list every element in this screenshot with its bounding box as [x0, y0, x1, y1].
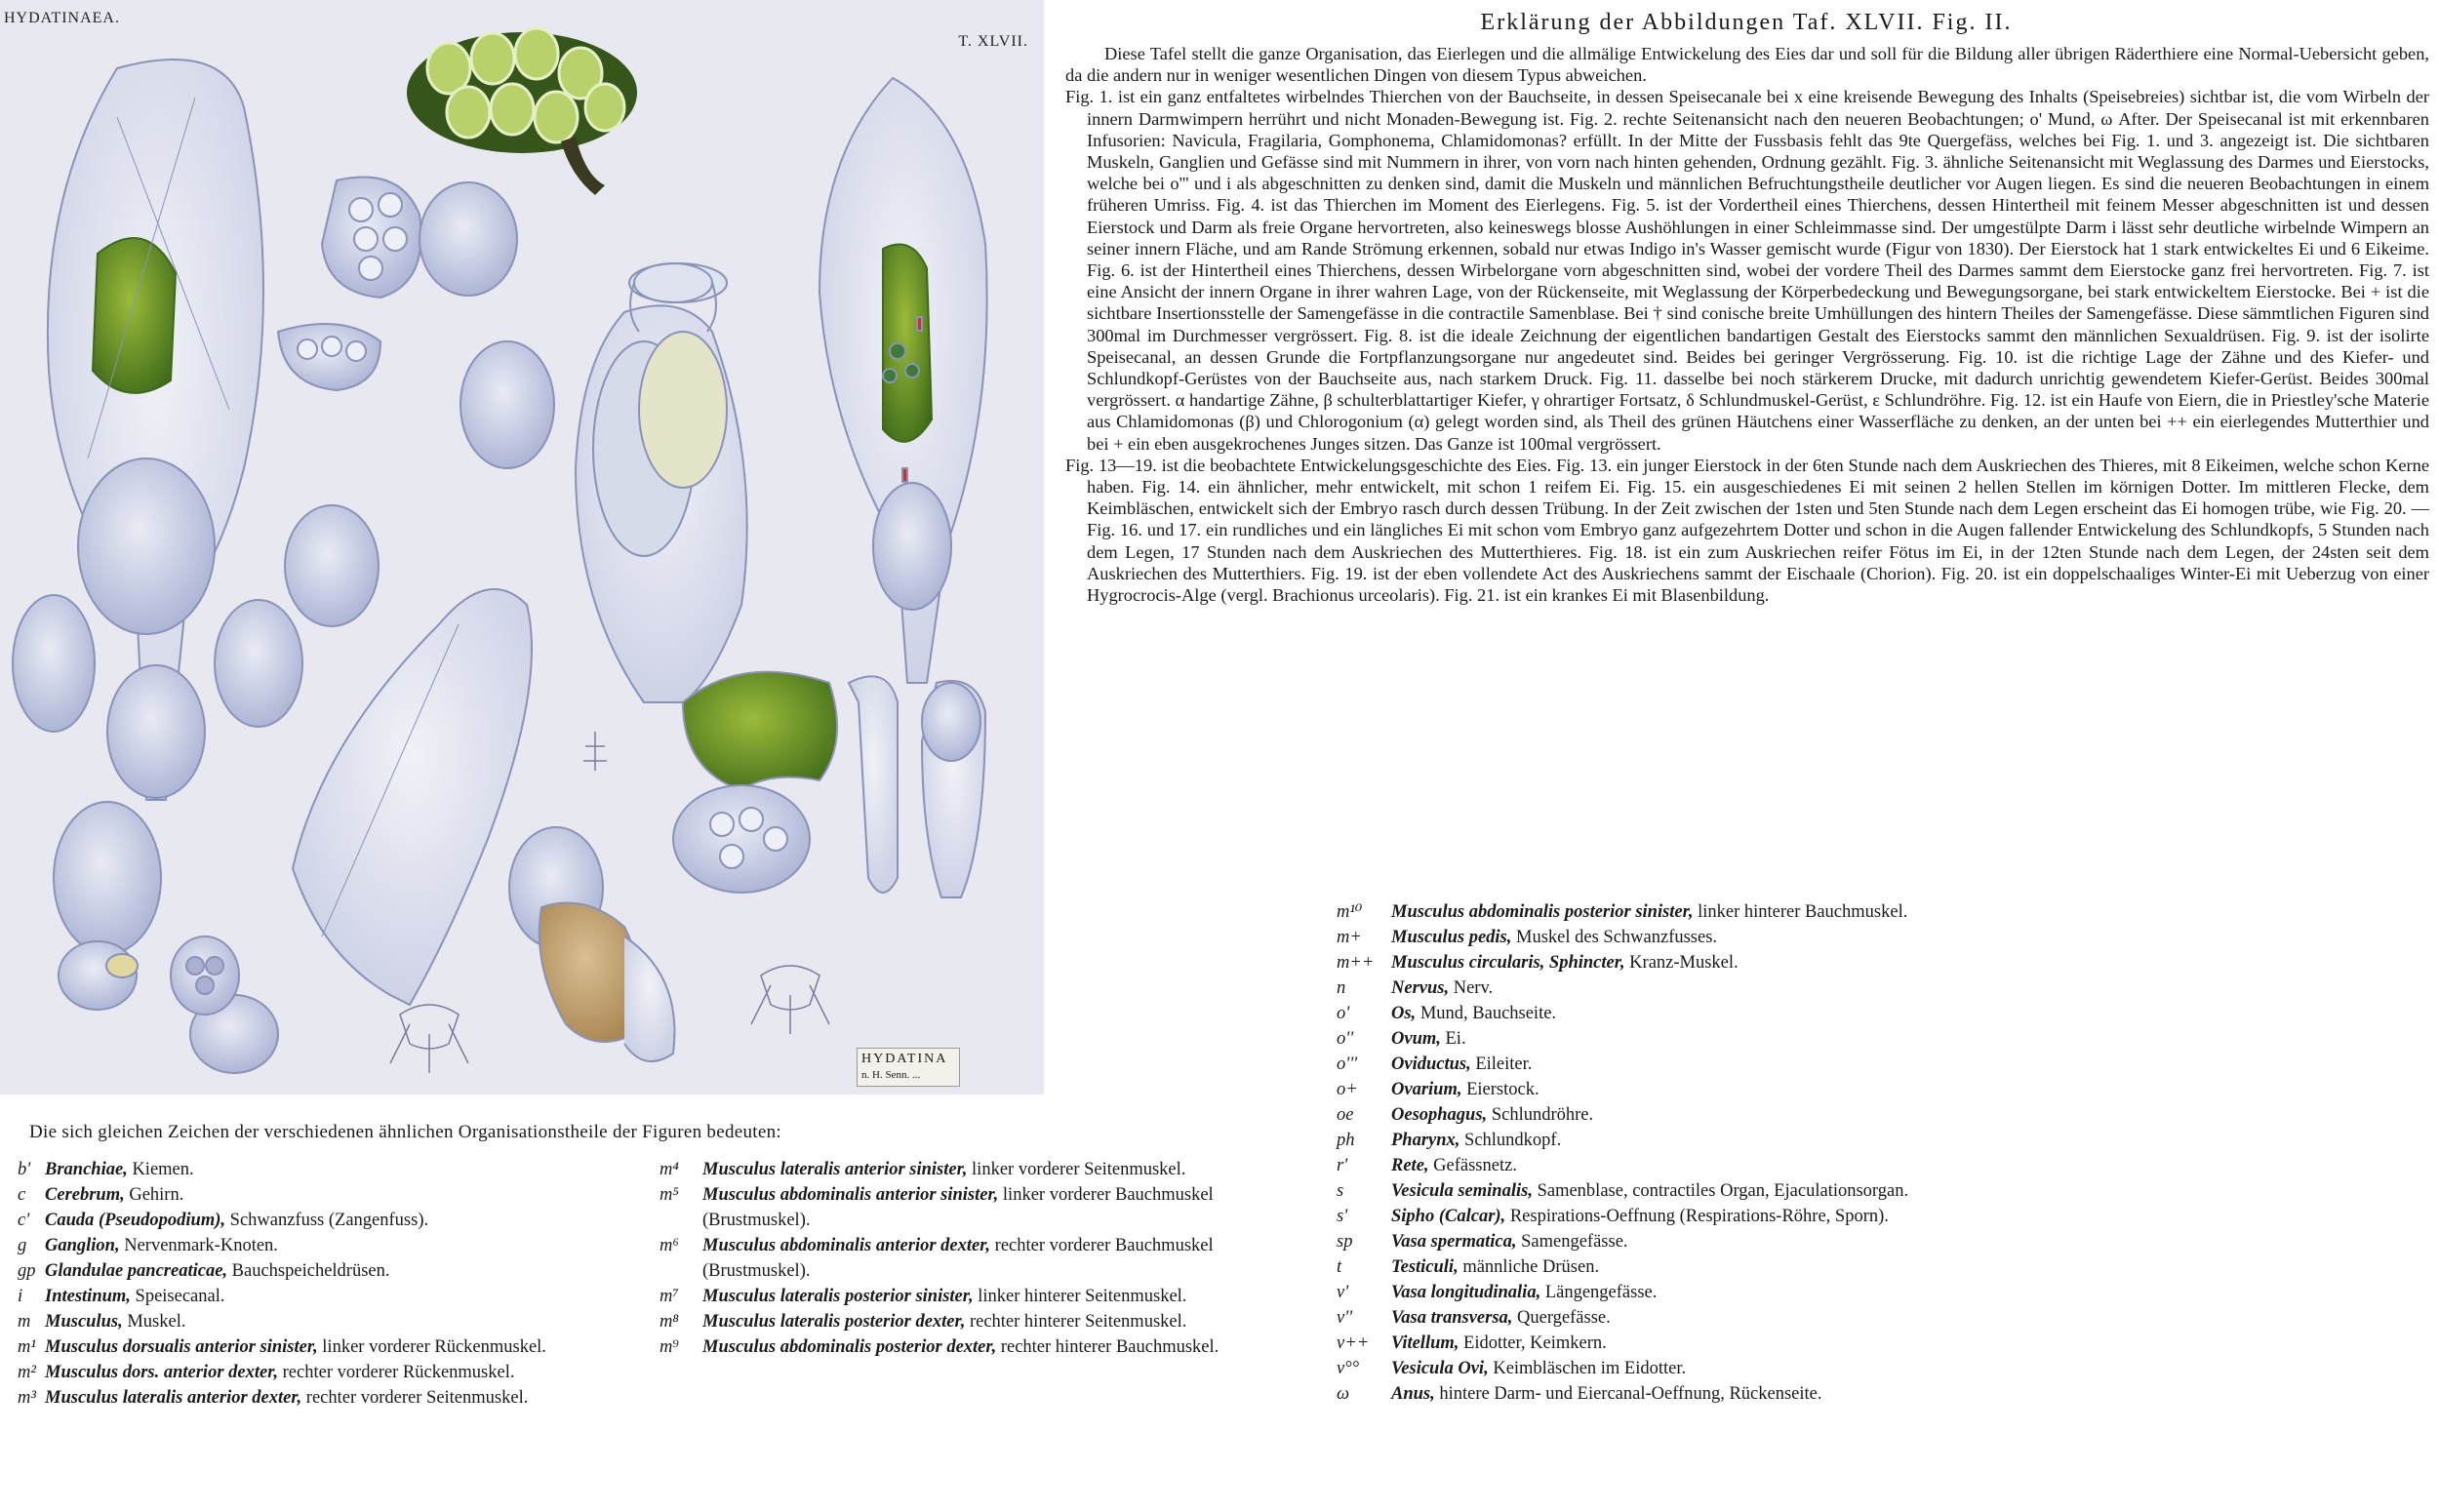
legend-latin-term: Branchiae, [45, 1160, 128, 1179]
legend-entry [1337, 975, 2000, 1001]
legend-description [1391, 1178, 2000, 1204]
legend-entry [18, 1208, 642, 1233]
legend-symbol: m++ [1337, 953, 1375, 973]
imprint-credit: n. H. Senn. ... [861, 1069, 921, 1081]
legend-symbol: o''' [1337, 1054, 1358, 1074]
explanation-figs-1-12: Fig. 1. ist ein ganz entfaltetes wirbelndes Thierchen von der Bauchseite, in dessen Speisecanale bei x eine kreisende Bewegung des Inhalts (Speisebreies) sichtbar ist, die vom Wirbeln der innern Darmwimpern herrührt und nicht Monaden-Bewegung ist. Fig. 2. rechte Seitenansicht nach den neueren Beobachtungen; o' Mund, ω After. Der Speisecanal ist mit erkennbaren Infusorien: Navicula, Fragilaria, Gomphonema, Chlamidomonas? erfüllt. In der Mitte der Fussbasis fehlt das 9te Quergefäss, welches bei Fig. 1. und 3. angezeigt ist. Die sichtbaren Muskeln, Ganglien und Gefässe sind mit Nummern in ihrer, von vorn nach hinten gehenden, Ordnung gezählt. Fig. 3. ähnliche Seitenansicht mit Weglassung des Darmes und Eierstocks, welche bei o''' und i als abgeschnitten zu denken sind, damit die Muskeln und männlichen Befruchtungstheile deutlicher vor Augen liegen. Es sind die neueren Beobachtungen in einem früheren Umriss. Fig. 4. ist das Thierchen im Moment des Eierlegens. Fig. 5. ist der Vordertheil eines Thierchens, dessen Hintertheil mit feinem Messer abgeschnitten ist und dessen Eierstock und Darm als freie Organe hervortreten, also keineswegs blosse Aushöhlungen in einer Schleimmasse sind. Der umgestülpte Darm i lässt sehr deutliche wirbelnde Wimpern an seiner innern Fläche, und am Rande Strömung erkennen, sobald nur etwas Indigo in's Wasser gemischt wurde (Figur von 1830). Der Eierstock hat 1 stark entwickeltes Ei und 6 Eikeime. Fig. 6. ist der Hintertheil eines Thierchens, dessen Wirbelorgane vorn abgeschnitten sind, wobei der vordere Theil des Darmes sammt dem Eierstocke ganz frei hervortreten. Fig. 7. ist eine Ansicht der innern Organe in ihrer wahren Lage, von der Rückenseite, mit Weglassung der Körperbedeckung und Bewegungsorgane, bei stark entwickeltem Eierstocke. Bei + ist die sichtbare Insertionsstelle der Samengefässe in die contractile Samenblase. Bei † sind conische breite Umhüllungen des hintern Theiles der Samengefässe. Diese sämmtlichen Figuren sind 300mal im Durchmesser vergrössert. Fig. 8. ist die ideale Zeichnung der eigentlichen bandartigen Gestalt des Eierstocks sammt den männlichen Sexualdrüsen. Fig. 9. ist der isolirte Speisecanal, an dessen Grunde die Fortpflanzungsorgane nur angedeutet sind. Beides bei geringer Vergrösserung. Fig. 10. ist die richtige Lage der Zähne und des Kiefer- und Schlundkopf-Gerüstes von der Bauchseite aus, nach starkem Druck. Fig. 11. dasselbe bei noch stärkerem Drucke, mit dadurch unrichtig gewendetem Kiefer-Gerüst. Beides 300mal vergrössert. α handartige Zähne, β schulterblattartiger Kiefer, γ ohrartiger Fortsatz, δ Schlundmuskel-Gerüst, ε Schlundröhre. Fig. 12. ist ein Haufe von Eiern, die in Priestley'sche Materie aus Chlamidomonas (β) und Chlorogonium (α) gelegt worden sind, als Theil des grünen Häutchens einer Wasserfläche zu denken, an der unten bei ++ ein eierlegendes Mutterthier und bei + ein eben ausgekrochenes Junges sitzen. Das Ganze ist 100mal vergrössert. [1065, 87, 2429, 454]
legend-german-term: hintere Darm- und Eiercanal-Oeffnung, Rückenseite. [1434, 1384, 1822, 1404]
figure-2-animal [820, 78, 987, 683]
legend-german-term: Gefässnetz. [1428, 1156, 1517, 1175]
legend-latin-term: Rete, [1391, 1156, 1429, 1175]
legend-latin-term: Musculus abdominalis posterior dexter, [702, 1337, 997, 1357]
legend-german-term: linker hinterer Bauchmuskel. [1693, 902, 1908, 922]
legend-description [702, 1309, 1294, 1334]
legend-german-term: Kranz-Muskel. [1624, 953, 1739, 973]
legend-symbol: i [18, 1287, 23, 1306]
legend-symbol: o+ [1337, 1080, 1358, 1099]
legend-description [1391, 1001, 2000, 1026]
legend-description [45, 1309, 642, 1334]
figure-12-egg-cluster [407, 28, 637, 195]
legend-description [1391, 1254, 2000, 1280]
legend-entry [1337, 1026, 2000, 1052]
imprint-title: HYDATINA [861, 1052, 948, 1066]
legend-symbol: v' [1337, 1283, 1349, 1302]
legend-description [45, 1360, 642, 1385]
legend-german-term: Respirations-Oeffnung (Respirations-Röhre, Sporn). [1505, 1207, 1889, 1226]
legend-symbol: m¹ [18, 1337, 36, 1357]
legend-column-3 [1337, 899, 2000, 1407]
legend-latin-term: Vesicula seminalis, [1391, 1181, 1533, 1201]
legend-symbol: s' [1337, 1207, 1348, 1226]
legend-column-2 [660, 1157, 1294, 1360]
plate-number: T. XLVII. [958, 33, 1028, 50]
legend-symbol: r' [1337, 1156, 1348, 1175]
legend-german-term: Samenblase, contractiles Organ, Ejaculationsorgan. [1532, 1181, 1909, 1201]
legend-german-term: rechter vorderer Bauchmuskel (Brustmuskel). [702, 1236, 1214, 1281]
legend-entry [18, 1258, 642, 1284]
legend-entry [1337, 1178, 2000, 1204]
legend-symbol: v°° [1337, 1359, 1360, 1378]
legend-description [45, 1258, 642, 1284]
explanation-figs-13-21: Fig. 13—19. ist die beobachtete Entwickelungsgeschichte des Eies. Fig. 13. ein junger Eierstock in der 6ten Stunde nach dem Auskriechen des Thieres, mit 8 Eikeimen, welche schon Kerne haben. Fig. 14. ein ähnlicher, mehr entwickelt, mit schon 1 reifem Ei. Fig. 15. ein ausgeschiedenes Ei mit seinen 2 hellen Stellen im körnigen Dotter. Im mittleren Flecke, dem Keimbläschen, entwickelt sich der Embryo rasch durch dessen Trübung. In der Zeit zwischen der 1sten und 5ten Stunde nach dem Legen erscheint das Ei homogen trübe, wie Fig. 20. — Fig. 16. und 17. ein rundliches und ein längliches Ei mit schon vom Embryo ganz aufgezehrtem Dotter und schon in die Augen fallender Entwickelung des Schlundkopfs, 5 Stunden nach dem Legen, 17 Stunden nach dem Auskriechen des Mutterthieres. Fig. 18. ist ein zum Auskriechen reifer Fötus im Ei, in der 12ten Stunde nach dem Legen, der 24sten seit dem Auskriechen des Mutterthiers. Fig. 19. ist der eben vollendete Act des Auskriechens sammt der Eischaale (Chorion). Fig. 20. ist ein doppelschaaliges Winter-Ei mit Ueberzug von einer Hygrocrocis-Alge (vergl. Brachionus urceolaris). Fig. 21. ist ein krankes Ei mit Blasenbildung. [1065, 455, 2429, 606]
legend-description [1391, 1305, 2000, 1331]
legend-latin-term: Ganglion, [45, 1236, 120, 1255]
legend-entry [1337, 1001, 2000, 1026]
legend-description [1391, 1153, 2000, 1178]
legend-description [1391, 1026, 2000, 1052]
legend-symbol: m⁷ [660, 1287, 679, 1306]
legend-german-term: Eierstock. [1461, 1080, 1539, 1099]
legend-description [45, 1157, 642, 1182]
explanation-text [1065, 43, 2429, 606]
legend-symbol: gp [18, 1261, 36, 1281]
legend-german-term: Keimbläschen im Eidotter. [1488, 1359, 1687, 1378]
legend-latin-term: Musculus dors. anterior dexter, [45, 1363, 279, 1382]
legend-description [702, 1157, 1294, 1182]
legend-symbol: s [1337, 1181, 1344, 1201]
legend-description [702, 1334, 1294, 1360]
legend-symbol: m³ [18, 1388, 36, 1408]
legend-symbol: m⁴ [660, 1160, 679, 1179]
legend-entry [18, 1233, 642, 1258]
legend-description [1391, 1280, 2000, 1305]
legend-symbol: v++ [1337, 1333, 1370, 1353]
legend-entry [660, 1233, 1294, 1284]
legend-description [45, 1334, 642, 1360]
legend-latin-term: Nervus, [1391, 978, 1450, 998]
legend-latin-term: Vitellum, [1391, 1333, 1459, 1353]
illustration-plate [0, 0, 1044, 1094]
legend-symbol: ω [1337, 1384, 1350, 1404]
legend-symbol: c' [18, 1211, 30, 1230]
legend-entry [18, 1360, 642, 1385]
legend-description [1391, 1356, 2000, 1381]
legend-symbol: v'' [1337, 1308, 1353, 1328]
legend-description [45, 1284, 642, 1309]
legend-symbol: m⁹ [660, 1337, 679, 1357]
legend-german-term: Kiemen. [127, 1160, 194, 1179]
legend-entry [1337, 1381, 2000, 1407]
legend-entry [18, 1309, 642, 1334]
legend-description [1391, 975, 2000, 1001]
legend-symbol: b' [18, 1160, 31, 1179]
legend-latin-term: Musculus lateralis anterior dexter, [45, 1388, 302, 1408]
explanation-intro: Diese Tafel stellt die ganze Organisation, das Eierlegen und die allmälige Entwickelung des Eies dar und soll für die Bildung aller übrigen Räderthiere eine Normal-Uebersicht geben, da die andern nur in weniger wesentlichen Dingen von diesem Typus abweichen. [1065, 44, 2429, 86]
legend-description [1391, 1128, 2000, 1153]
legend-german-term: Speisecanal. [130, 1287, 225, 1306]
legend-german-term: linker vorderer Rückenmuskel. [317, 1337, 546, 1357]
legend-latin-term: Musculus lateralis anterior sinister, [702, 1160, 968, 1179]
legend-entry [660, 1182, 1294, 1233]
legend-description [1391, 1331, 2000, 1356]
legend-latin-term: Intestinum, [45, 1287, 131, 1306]
figure-9-intestine [540, 903, 675, 1062]
legend-description [1391, 1229, 2000, 1254]
legend-entry [1337, 1229, 2000, 1254]
legend-german-term: Muskel. [122, 1312, 186, 1332]
legend-description [1391, 1077, 2000, 1102]
legend-german-term: Nervenmark-Knoten. [119, 1236, 278, 1255]
legend-german-term: Samengefässe. [1516, 1232, 1628, 1252]
legend-description [702, 1182, 1294, 1233]
legend-description [1391, 925, 2000, 950]
legend-symbol: oe [1337, 1105, 1354, 1125]
legend-entry [660, 1309, 1294, 1334]
legend-symbol: o' [1337, 1004, 1350, 1023]
legend-symbol: m⁵ [660, 1185, 679, 1205]
legend-symbol: t [1337, 1257, 1342, 1277]
legend-latin-term: Musculus abdominalis anterior dexter, [702, 1236, 991, 1255]
legend-german-term: Längengefässe. [1540, 1283, 1658, 1302]
legend-entry [18, 1157, 642, 1182]
legend-latin-term: Oesophagus, [1391, 1105, 1488, 1125]
legend-description [45, 1233, 642, 1258]
legend-description [1391, 899, 2000, 925]
legend-entry [1337, 899, 2000, 925]
legend-german-term: Ei. [1440, 1029, 1466, 1049]
figure-5-organs [673, 672, 898, 893]
legend-description [1391, 1204, 2000, 1229]
legend-german-term: Quergefässe. [1512, 1308, 1611, 1328]
legend-entry [1337, 1128, 2000, 1153]
legend-latin-term: Musculus dorsualis anterior sinister, [45, 1337, 318, 1357]
legend-symbol: n [1337, 978, 1346, 998]
legend-entry [1337, 1052, 2000, 1077]
legend-column-1 [18, 1157, 642, 1411]
plate-imprint-label [857, 1048, 960, 1087]
legend-german-term: Eidotter, Keimkern. [1459, 1333, 1607, 1353]
legend-description [702, 1284, 1294, 1309]
legend-entry [1337, 1102, 2000, 1128]
legend-entry [1337, 1280, 2000, 1305]
legend-latin-term: Cerebrum, [45, 1185, 125, 1205]
legend-german-term: rechter vorderer Rückenmuskel. [278, 1363, 515, 1382]
explanation-title: Erklärung der Abbildungen Taf. XLVII. Fig. II. [1480, 10, 2013, 35]
legend-entry [1337, 1077, 2000, 1102]
legend-entry [18, 1284, 642, 1309]
legend-symbol: o'' [1337, 1029, 1354, 1049]
legend-description [1391, 1381, 2000, 1407]
legend-latin-term: Os, [1391, 1004, 1417, 1023]
legend-latin-term: Ovum, [1391, 1029, 1441, 1049]
legend-entry [660, 1284, 1294, 1309]
figure-4-animal [576, 263, 747, 702]
legend-latin-term: Musculus pedis, [1391, 928, 1512, 947]
legend-entry [1337, 1356, 2000, 1381]
legend-german-term: männliche Drüsen. [1458, 1257, 1600, 1277]
figure-7-animal [293, 589, 532, 1005]
legend-latin-term: Musculus abdominalis posterior sinister, [1391, 902, 1694, 922]
legend-description [45, 1385, 642, 1411]
legend-latin-term: Ovarium, [1391, 1080, 1462, 1099]
legend-latin-term: Vesicula Ovi, [1391, 1359, 1489, 1378]
legend-description [45, 1182, 642, 1208]
legend-german-term: Eileiter. [1470, 1054, 1533, 1074]
legend-latin-term: Musculus, [45, 1312, 123, 1332]
legend-entry [1337, 1254, 2000, 1280]
legend-latin-term: Vasa longitudinalia, [1391, 1283, 1541, 1302]
legend-german-term: rechter hinterer Bauchmuskel. [996, 1337, 1220, 1357]
legend-description [1391, 950, 2000, 975]
legend-german-term: linker vorderer Bauchmuskel (Brustmuskel). [702, 1185, 1214, 1230]
legend-entry [18, 1182, 642, 1208]
legend-symbol: g [18, 1236, 27, 1255]
legend-entry [18, 1334, 642, 1360]
legend-entry [660, 1157, 1294, 1182]
legend-entry [660, 1334, 1294, 1360]
legend-latin-term: Glandulae pancreaticae, [45, 1261, 228, 1281]
legend-entry [1337, 1204, 2000, 1229]
legend-symbol: m² [18, 1363, 36, 1382]
legend-symbol: m+ [1337, 928, 1362, 947]
legend-german-term: Bauchspeicheldrüsen. [227, 1261, 390, 1281]
legend-entry [1337, 1305, 2000, 1331]
legend-latin-term: Musculus lateralis posterior dexter, [702, 1312, 966, 1332]
legend-latin-term: Musculus circularis, Sphincter, [1391, 953, 1625, 973]
legend-symbol: sp [1337, 1232, 1353, 1252]
legend-entry [1337, 1331, 2000, 1356]
legend-entry [18, 1385, 642, 1411]
legend-symbol: m [18, 1312, 31, 1332]
figure-19-eggs [59, 936, 239, 1015]
legend-entry [1337, 925, 2000, 950]
legend-latin-term: Musculus abdominalis anterior sinister, [702, 1185, 999, 1205]
legend-german-term: Gehirn. [124, 1185, 184, 1205]
rotifer-drawings [0, 0, 1044, 1094]
legend-description [1391, 1102, 2000, 1128]
legend-german-term: Mund, Bauchseite. [1416, 1004, 1557, 1023]
figure-6-animal [922, 681, 985, 897]
legend-latin-term: Oviductus, [1391, 1054, 1471, 1074]
legend-german-term: Nerv. [1449, 978, 1494, 998]
legend-latin-term: Vasa spermatica, [1391, 1232, 1517, 1252]
legend-german-term: Schwanzfuss (Zangenfuss). [225, 1211, 429, 1230]
legend-heading: Die sich gleichen Zeichen der verschiedenen ähnlichen Organisationstheile der Figuren bedeuten: [29, 1122, 781, 1142]
legend-latin-term: Sipho (Calcar), [1391, 1207, 1506, 1226]
legend-german-term: Muskel des Schwanzfusses. [1511, 928, 1718, 947]
legend-entry [1337, 950, 2000, 975]
legend-german-term: linker vorderer Seitenmuskel. [967, 1160, 1186, 1179]
legend-german-term: Schlundkopf. [1459, 1131, 1562, 1150]
legend-symbol: m¹⁰ [1337, 902, 1363, 922]
legend-german-term: rechter vorderer Seitenmuskel. [301, 1388, 529, 1408]
legend-latin-term: Cauda (Pseudopodium), [45, 1211, 226, 1230]
legend-latin-term: Testiculi, [1391, 1257, 1459, 1277]
legend-latin-term: Pharynx, [1391, 1131, 1460, 1150]
legend-german-term: Schlundröhre. [1487, 1105, 1594, 1125]
legend-latin-term: Anus, [1391, 1384, 1435, 1404]
legend-symbol: ph [1337, 1131, 1355, 1150]
legend-latin-term: Musculus lateralis posterior sinister, [702, 1287, 974, 1306]
legend-german-term: rechter hinterer Seitenmuskel. [965, 1312, 1187, 1332]
legend-description [1391, 1052, 2000, 1077]
legend-symbol: c [18, 1185, 26, 1205]
legend-entry [1337, 1153, 2000, 1178]
legend-description [45, 1208, 642, 1233]
legend-description [702, 1233, 1294, 1284]
plate-title-left: HYDATINAEA. [4, 10, 120, 26]
legend-german-term: linker hinterer Seitenmuskel. [973, 1287, 1187, 1306]
legend-symbol: m⁶ [660, 1236, 679, 1255]
legend-latin-term: Vasa transversa, [1391, 1308, 1513, 1328]
legend-symbol: m⁸ [660, 1312, 679, 1332]
